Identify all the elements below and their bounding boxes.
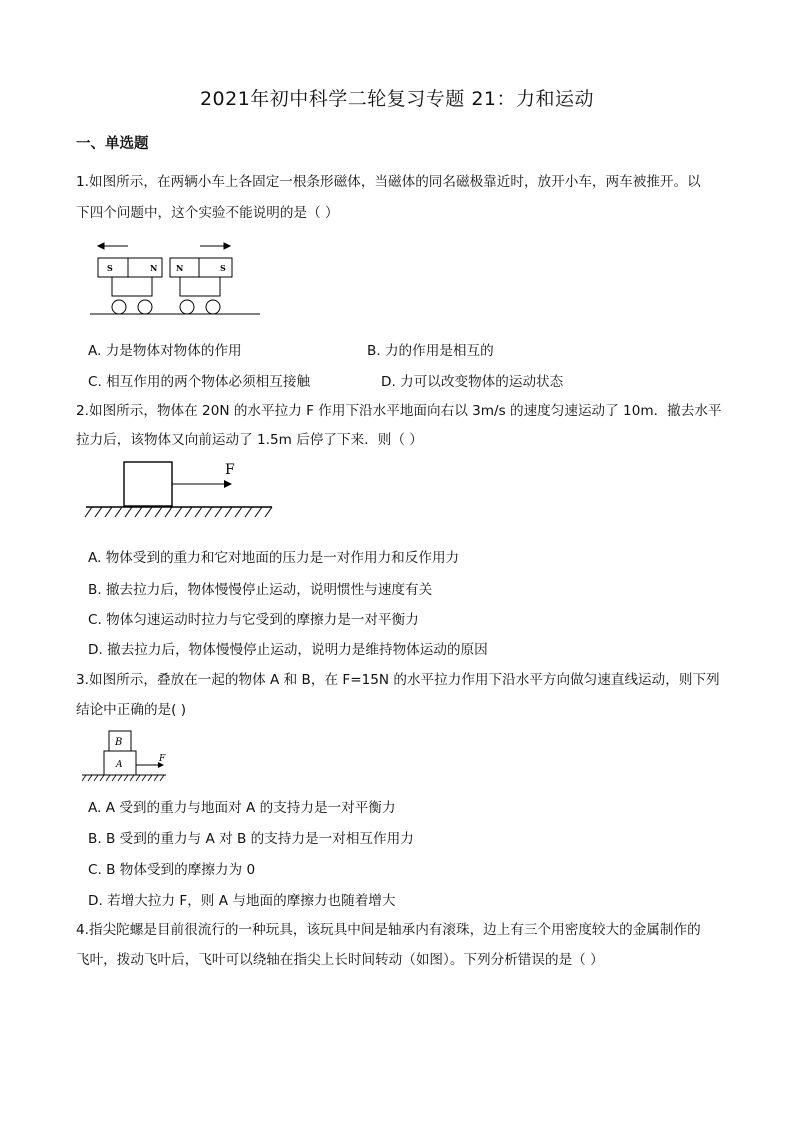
question-3-block-a-label: A [116, 760, 123, 770]
question-1-option-d[interactable]: D. 力可以改变物体的运动状态 [381, 374, 564, 390]
question-3-figure-stacked-blocks [80, 729, 172, 789]
question-2-text-line-2: 拉力后，该物体又向前运动了 1.5m 后停了下来．则（ ） [76, 432, 423, 448]
question-3-option-a[interactable]: A. A 受到的重力与地面对 A 的支持力是一对平衡力 [88, 800, 396, 816]
question-3-block-b-label: B [115, 737, 123, 748]
question-2-text-line-1: 2.如图所示，物体在 20N 的水平拉力 F 作用下沿水平地面向右以 3m/s 的速度匀速运动了 10m．撤去水平 [76, 403, 722, 419]
left-magnet-pole-1: S [107, 263, 113, 273]
right-magnet-pole-2: S [220, 263, 226, 273]
question-2-figure-block-force [82, 456, 276, 522]
question-2-option-b[interactable]: B. 撤去拉力后，物体慢慢停止运动，说明惯性与速度有关 [88, 582, 433, 598]
question-2-force-label: F [225, 462, 235, 478]
question-3-force-label: F [159, 754, 166, 764]
question-1-option-a[interactable]: A. 力是物体对物体的作用 [88, 343, 242, 359]
question-4-text-line-1: 4.指尖陀螺是目前很流行的一种玩具，该玩具中间是轴承内有滚珠，边上有三个用密度较大的金属制作的 [76, 922, 701, 938]
question-1-text-line-1: 1.如图所示，在两辆小车上各固定一根条形磁体，当磁体的同名磁极靠近时，放开小车，两车被推开。以 [76, 174, 701, 190]
question-3-option-c[interactable]: C. B 物体受到的摩擦力为 0 [88, 862, 256, 878]
question-4-text-line-2: 飞叶，拨动飞叶后，飞叶可以绕轴在指尖上长时间转动（如图）。下列分析错误的是（ ） [76, 952, 604, 968]
question-3-option-d[interactable]: D. 若增大拉力 F，则 A 与地面的摩擦力也随着增大 [88, 893, 396, 909]
left-magnet-pole-2: N [150, 263, 158, 273]
question-1-text-line-2: 下四个问题中，这个实验不能说明的是（ ） [76, 205, 339, 221]
question-2-option-d[interactable]: D. 撤去拉力后，物体慢慢停止运动，说明力是维持物体运动的原因 [88, 642, 488, 658]
question-2-option-c[interactable]: C. 物体匀速运动时拉力与它受到的摩擦力是一对平衡力 [88, 612, 419, 628]
question-2-option-a[interactable]: A. 物体受到的重力和它对地面的压力是一对作用力和反作用力 [88, 550, 460, 566]
section-heading: 一、单选题 [76, 136, 149, 152]
question-1-option-b[interactable]: B. 力的作用是相互的 [367, 343, 494, 359]
question-3-text-line-1: 3.如图所示，叠放在一起的物体 A 和 B，在 F=15N 的水平拉力作用下沿水平方向做匀速直线运动，则下列 [76, 672, 720, 688]
question-1-option-c[interactable]: C. 相互作用的两个物体必须相互接触 [88, 374, 311, 390]
right-magnet-pole-1: N [176, 263, 184, 273]
question-1-figure-magnet-carts [88, 238, 268, 320]
question-3-option-b[interactable]: B. B 受到的重力与 A 对 B 的支持力是一对相互作用力 [88, 831, 414, 847]
question-3-text-line-2: 结论中正确的是( ) [76, 702, 187, 718]
document-title: 2021年初中科学二轮复习专题 21：力和运动 [199, 88, 595, 110]
